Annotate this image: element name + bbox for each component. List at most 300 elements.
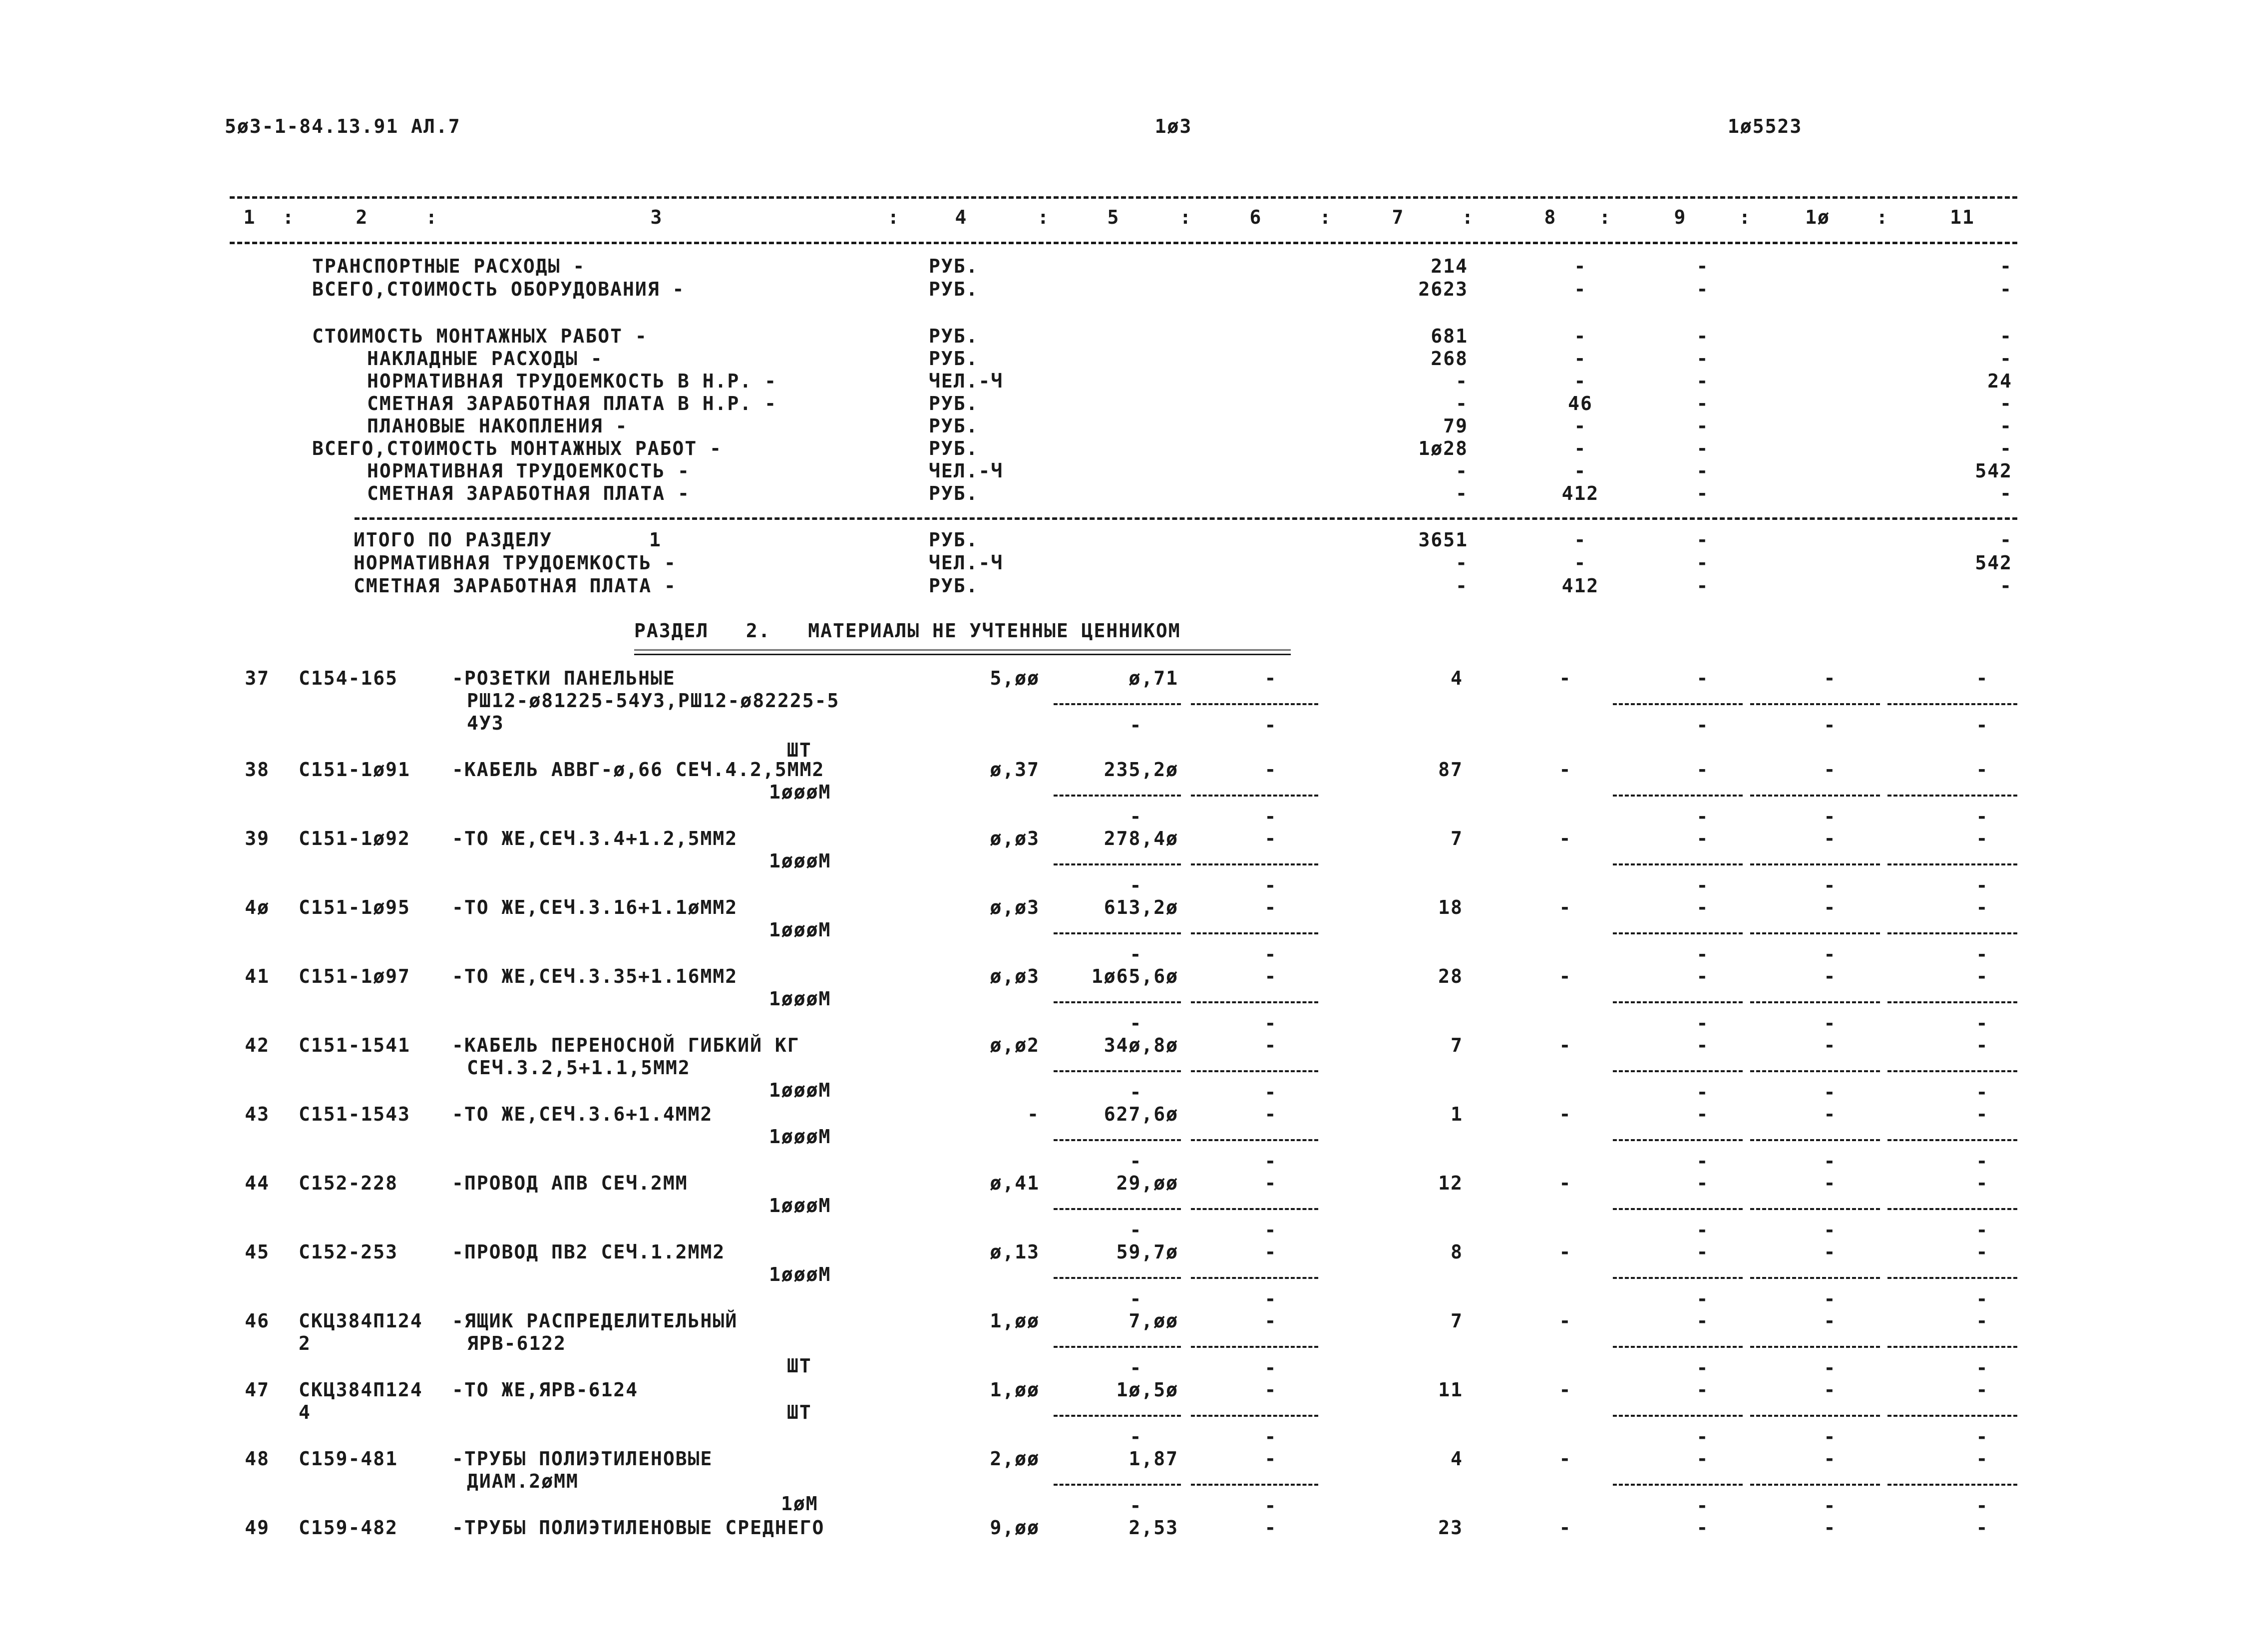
item-sub-rule	[1054, 1415, 1181, 1417]
item-sub-rule	[1750, 1001, 1880, 1003]
item-sub-rule	[1054, 863, 1181, 865]
totals-col7: 3651	[1418, 529, 1468, 551]
item-col10: -	[1824, 1448, 1837, 1470]
item-unit-price: 1,87	[1128, 1448, 1178, 1470]
item-col6: -	[1264, 827, 1277, 849]
item-col11: -	[1976, 827, 1989, 849]
item-description: -ТО ЖЕ,СЕЧ.3.4+1.2,5ММ2	[452, 827, 738, 849]
summary-divider-rule	[355, 517, 2017, 520]
item-sub-dash: -	[1976, 1081, 1989, 1103]
item-sub-dash: -	[1696, 874, 1709, 896]
item-sub-rule	[1613, 795, 1743, 797]
summary-col11: -	[2000, 393, 2012, 414]
item-col9: -	[1696, 965, 1709, 987]
item-col7: 4	[1451, 1448, 1463, 1470]
item-sub-dash: -	[1976, 874, 1989, 896]
item-sub-rule	[1613, 1277, 1743, 1279]
item-sub-dash: -	[1264, 714, 1277, 736]
summary-col11: 542	[1975, 460, 2012, 482]
item-col8: -	[1559, 896, 1572, 918]
item-col6: -	[1264, 1517, 1277, 1539]
item-quantity: ø,41	[990, 1172, 1040, 1194]
summary-label: НОРМАТИВНАЯ ТРУДОЕМКОСТЬ -	[367, 460, 690, 482]
item-sub-dash: -	[1696, 1081, 1709, 1103]
summary-unit: ЧЕЛ.-Ч	[929, 460, 1004, 482]
item-col7: 4	[1451, 667, 1463, 689]
summary-col8: -	[1574, 415, 1587, 437]
column-separator: :	[1599, 206, 1612, 228]
item-col6: -	[1264, 1034, 1277, 1056]
summary-label: ВСЕГО,СТОИМОСТЬ МОНТАЖНЫХ РАБОТ -	[312, 437, 722, 459]
item-sub-dash: -	[1129, 1357, 1142, 1379]
summary-col9: -	[1696, 393, 1709, 414]
item-sub-rule	[1750, 1208, 1880, 1210]
item-sub-dash: -	[1129, 1219, 1142, 1241]
item-unit: ШТ	[787, 739, 812, 761]
summary-col8: -	[1574, 325, 1587, 347]
totals-col9: -	[1696, 529, 1709, 551]
summary-unit: РУБ.	[929, 325, 979, 347]
item-sub-rule	[1191, 1415, 1318, 1417]
item-col8: -	[1559, 759, 1572, 781]
item-sub-rule	[1750, 863, 1880, 865]
item-number: 49	[245, 1517, 270, 1539]
item-description: -ПРОВОД ПВ2 СЕЧ.1.2ММ2	[452, 1241, 726, 1263]
item-sub-dash: -	[1976, 806, 1989, 827]
item-quantity: 9,øø	[990, 1517, 1040, 1539]
item-code: C151-1ø95	[299, 896, 410, 918]
item-col6: -	[1264, 1172, 1277, 1194]
item-code: C154-165	[299, 667, 398, 689]
item-number: 39	[245, 827, 270, 849]
item-unit: 1øøøМ	[769, 850, 831, 872]
item-sub-dash: -	[1976, 1357, 1989, 1379]
item-sub-rule	[1191, 1139, 1318, 1141]
summary-col7: -	[1456, 482, 1468, 504]
totals-col11: -	[2000, 529, 2012, 551]
summary-col7: -	[1456, 393, 1468, 414]
item-col7: 7	[1451, 1034, 1463, 1056]
item-number: 47	[245, 1379, 270, 1401]
item-unit: ШТ	[787, 1401, 812, 1423]
item-sub-dash: -	[1824, 1495, 1837, 1517]
item-sub-dash: -	[1696, 714, 1709, 736]
column-separator: :	[1179, 206, 1192, 228]
item-sub-dash: -	[1824, 1288, 1837, 1310]
item-col10: -	[1824, 667, 1837, 689]
item-sub-dash: -	[1129, 874, 1142, 896]
item-description: -ЯЩИК РАСПРЕДЕЛИТЕЛЬНЫЙ	[452, 1310, 738, 1332]
item-unit: 1øøøМ	[769, 1126, 831, 1148]
summary-label: СТОИМОСТЬ МОНТАЖНЫХ РАБОТ -	[312, 325, 648, 347]
item-description: РШ12-ø81225-54У3,РШ12-ø82225-5	[467, 690, 840, 712]
item-col9: -	[1696, 1379, 1709, 1401]
item-unit: 1øøøМ	[769, 781, 831, 803]
item-sub-dash: -	[1976, 1012, 1989, 1034]
summary-col7: 268	[1431, 348, 1468, 370]
item-sub-dash: -	[1696, 1357, 1709, 1379]
item-sub-rule	[1613, 1139, 1743, 1141]
item-sub-rule	[1613, 1415, 1743, 1417]
item-col11: -	[1976, 667, 1989, 689]
item-col9: -	[1696, 827, 1709, 849]
summary-col8: -	[1574, 370, 1587, 392]
summary-col8: 46	[1568, 393, 1593, 414]
item-number: 45	[245, 1241, 270, 1263]
item-description: -ПРОВОД АПВ СЕЧ.2ММ	[452, 1172, 688, 1194]
item-sub-rule	[1887, 1208, 2017, 1210]
item-sub-dash: -	[1264, 1495, 1277, 1517]
item-sub-rule	[1613, 703, 1743, 705]
item-sub-dash: -	[1696, 1012, 1709, 1034]
item-sub-rule	[1054, 932, 1181, 934]
item-number: 41	[245, 965, 270, 987]
item-sub-dash: -	[1824, 943, 1837, 965]
item-description: -ТО ЖЕ,СЕЧ.3.16+1.1øММ2	[452, 896, 738, 918]
summary-col8: -	[1574, 255, 1587, 277]
item-sub-dash: -	[1264, 1288, 1277, 1310]
totals-label: НОРМАТИВНАЯ ТРУДОЕМКОСТЬ -	[354, 552, 677, 574]
item-sub-dash: -	[1696, 1219, 1709, 1241]
totals-col11: -	[2000, 575, 2012, 597]
summary-col7: 681	[1431, 325, 1468, 347]
summary-col9: -	[1696, 415, 1709, 437]
item-sub-dash: -	[1129, 1150, 1142, 1172]
item-quantity: 5,øø	[990, 667, 1040, 689]
summary-col9: -	[1696, 278, 1709, 300]
item-number: 43	[245, 1103, 270, 1125]
item-col7: 1	[1451, 1103, 1463, 1125]
item-sub-rule	[1750, 1346, 1880, 1348]
summary-unit: РУБ.	[929, 415, 979, 437]
item-col10: -	[1824, 1034, 1837, 1056]
item-unit: 1øøøМ	[769, 1263, 831, 1285]
section-title: РАЗДЕЛ 2. МАТЕРИАЛЫ НЕ УЧТЕННЫЕ ЦЕННИКОМ	[634, 620, 1181, 642]
item-sub-dash: -	[1824, 1426, 1837, 1448]
item-quantity: -	[1027, 1103, 1040, 1125]
summary-unit: РУБ.	[929, 348, 979, 370]
item-col9: -	[1696, 1517, 1709, 1539]
summary-col7: 2623	[1418, 278, 1468, 300]
item-unit-price: 278,4ø	[1104, 827, 1178, 849]
totals-section: 1	[649, 529, 662, 551]
item-code: 4	[299, 1401, 311, 1423]
item-sub-rule	[1054, 795, 1181, 797]
item-col11: -	[1976, 759, 1989, 781]
column-separator: :	[887, 206, 900, 228]
item-number: 42	[245, 1034, 270, 1056]
item-col11: -	[1976, 896, 1989, 918]
summary-label: ТРАНСПОРТНЫЕ РАСХОДЫ -	[312, 255, 586, 277]
header-bottom-rule	[230, 242, 2017, 244]
summary-col7: 214	[1431, 255, 1468, 277]
item-sub-rule	[1613, 1346, 1743, 1348]
item-sub-dash: -	[1976, 1219, 1989, 1241]
item-sub-dash: -	[1264, 943, 1277, 965]
summary-col9: -	[1696, 348, 1709, 370]
item-sub-dash: -	[1824, 806, 1837, 827]
item-description: -ТО ЖЕ,СЕЧ.3.6+1.4ММ2	[452, 1103, 713, 1125]
item-sub-dash: -	[1264, 1357, 1277, 1379]
item-description: -РОЗЕТКИ ПАНЕЛЬНЫЕ	[452, 667, 676, 689]
item-col6: -	[1264, 1103, 1277, 1125]
totals-unit: ЧЕЛ.-Ч	[929, 552, 1004, 574]
item-unit-price: 7,øø	[1128, 1310, 1178, 1332]
item-sub-dash: -	[1976, 1495, 1989, 1517]
item-sub-rule	[1054, 703, 1181, 705]
item-sub-dash: -	[1824, 1081, 1837, 1103]
item-col7: 18	[1438, 896, 1463, 918]
item-unit: 1øøøМ	[769, 919, 831, 941]
item-col10: -	[1824, 896, 1837, 918]
summary-label: СМЕТНАЯ ЗАРАБОТНАЯ ПЛАТА В Н.Р. -	[367, 393, 777, 414]
item-code: СКЦ384П124	[299, 1310, 423, 1332]
item-sub-rule	[1191, 863, 1318, 865]
item-col7: 7	[1451, 1310, 1463, 1332]
item-col7: 23	[1438, 1517, 1463, 1539]
column-number: 1ø	[1805, 206, 1830, 228]
column-separator: :	[282, 206, 295, 228]
item-code: C152-228	[299, 1172, 398, 1194]
item-unit: 1øøøМ	[769, 1079, 831, 1101]
item-code: C151-1ø97	[299, 965, 410, 987]
item-unit-price: 2,53	[1128, 1517, 1178, 1539]
summary-col7: -	[1456, 370, 1468, 392]
item-col10: -	[1824, 1517, 1837, 1539]
item-col7: 7	[1451, 827, 1463, 849]
item-description: -ТО ЖЕ,ЯРВ-6124	[452, 1379, 639, 1401]
item-code: C151-1ø92	[299, 827, 410, 849]
summary-col8: -	[1574, 348, 1587, 370]
summary-col8: -	[1574, 437, 1587, 459]
summary-col7: 79	[1443, 415, 1468, 437]
item-sub-dash: -	[1264, 1150, 1277, 1172]
item-description: СЕЧ.3.2,5+1.1,5ММ2	[467, 1057, 691, 1079]
item-sub-rule	[1750, 1484, 1880, 1486]
item-col8: -	[1559, 1241, 1572, 1263]
item-unit-price: 1ø,5ø	[1116, 1379, 1178, 1401]
item-sub-dash: -	[1976, 1150, 1989, 1172]
item-sub-rule	[1191, 1208, 1318, 1210]
item-col7: 8	[1451, 1241, 1463, 1263]
totals-col11: 542	[1975, 552, 2012, 574]
item-col8: -	[1559, 667, 1572, 689]
summary-col7: -	[1456, 460, 1468, 482]
item-sub-rule	[1191, 1277, 1318, 1279]
item-sub-dash: -	[1129, 1288, 1142, 1310]
totals-col9: -	[1696, 575, 1709, 597]
item-sub-rule	[1054, 1070, 1181, 1072]
item-sub-rule	[1750, 1139, 1880, 1141]
item-code: C159-481	[299, 1448, 398, 1470]
item-sub-dash: -	[1129, 1426, 1142, 1448]
column-separator: :	[1739, 206, 1752, 228]
item-code: 2	[299, 1332, 311, 1354]
item-col8: -	[1559, 1448, 1572, 1470]
item-description: -ТРУБЫ ПОЛИЭТИЛЕНОВЫЕ	[452, 1448, 713, 1470]
summary-col11: -	[2000, 348, 2012, 370]
item-sub-dash: -	[1824, 874, 1837, 896]
item-sub-dash: -	[1696, 943, 1709, 965]
item-col6: -	[1264, 667, 1277, 689]
item-sub-rule	[1191, 703, 1318, 705]
summary-col9: -	[1696, 255, 1709, 277]
item-unit-price: 34ø,8ø	[1104, 1034, 1178, 1056]
item-quantity: 2,øø	[990, 1448, 1040, 1470]
item-sub-rule	[1191, 1001, 1318, 1003]
totals-col7: -	[1456, 575, 1468, 597]
item-sub-dash: -	[1129, 1012, 1142, 1034]
page-number: 1ø3	[1154, 115, 1192, 137]
column-number: 4	[955, 206, 968, 228]
summary-label: НОРМАТИВНАЯ ТРУДОЕМКОСТЬ В Н.Р. -	[367, 370, 777, 392]
totals-label: ИТОГО ПО РАЗДЕЛУ	[354, 529, 553, 551]
item-sub-dash: -	[1129, 943, 1142, 965]
summary-col9: -	[1696, 437, 1709, 459]
item-unit-price: 613,2ø	[1104, 896, 1178, 918]
item-col11: -	[1976, 1310, 1989, 1332]
item-sub-dash: -	[1129, 714, 1142, 736]
item-unit-price: 627,6ø	[1104, 1103, 1178, 1125]
item-description: -КАБЕЛЬ ПЕРЕНОСНОЙ ГИБКИЙ КГ	[452, 1034, 800, 1056]
item-number: 37	[245, 667, 270, 689]
item-col10: -	[1824, 965, 1837, 987]
item-col6: -	[1264, 1448, 1277, 1470]
item-col9: -	[1696, 667, 1709, 689]
item-sub-dash: -	[1264, 1219, 1277, 1241]
item-unit: 1øøøМ	[769, 1195, 831, 1217]
item-unit-price: 235,2ø	[1104, 759, 1178, 781]
item-sub-rule	[1054, 1277, 1181, 1279]
item-unit: ШТ	[787, 1355, 812, 1377]
totals-unit: РУБ.	[929, 529, 979, 551]
column-number: 1	[243, 206, 256, 228]
item-col11: -	[1976, 1379, 1989, 1401]
totals-col7: -	[1456, 552, 1468, 574]
item-col8: -	[1559, 1517, 1572, 1539]
item-quantity: 1,øø	[990, 1310, 1040, 1332]
item-unit: 1øМ	[781, 1493, 818, 1515]
item-description: -ТО ЖЕ,СЕЧ.3.35+1.16ММ2	[452, 965, 738, 987]
summary-label: СМЕТНАЯ ЗАРАБОТНАЯ ПЛАТА -	[367, 482, 690, 504]
item-sub-dash: -	[1696, 1288, 1709, 1310]
archive-number: 1ø5523	[1728, 115, 1803, 137]
item-col9: -	[1696, 1310, 1709, 1332]
item-number: 38	[245, 759, 270, 781]
item-sub-dash: -	[1824, 714, 1837, 736]
item-code: C152-253	[299, 1241, 398, 1263]
item-sub-dash: -	[1264, 874, 1277, 896]
item-description: -КАБЕЛЬ АВВГ-ø,66 СЕЧ.4.2,5ММ2	[452, 759, 825, 781]
item-col8: -	[1559, 965, 1572, 987]
item-col6: -	[1264, 1241, 1277, 1263]
column-number: 11	[1950, 206, 1975, 228]
item-number: 44	[245, 1172, 270, 1194]
item-col8: -	[1559, 1103, 1572, 1125]
item-col6: -	[1264, 1310, 1277, 1332]
column-separator: :	[1319, 206, 1332, 228]
item-col7: 12	[1438, 1172, 1463, 1194]
item-code: C151-1543	[299, 1103, 410, 1125]
totals-unit: РУБ.	[929, 575, 979, 597]
column-separator: :	[425, 206, 438, 228]
item-sub-rule	[1191, 932, 1318, 934]
item-col9: -	[1696, 1241, 1709, 1263]
totals-col8: -	[1574, 529, 1587, 551]
item-sub-dash: -	[1824, 1012, 1837, 1034]
item-sub-rule	[1887, 1139, 2017, 1141]
column-number: 2	[356, 206, 369, 228]
item-code: C151-1ø91	[299, 759, 410, 781]
summary-unit: РУБ.	[929, 255, 979, 277]
item-col10: -	[1824, 1172, 1837, 1194]
item-col7: 87	[1438, 759, 1463, 781]
item-sub-dash: -	[1696, 806, 1709, 827]
column-separator: :	[1037, 206, 1050, 228]
item-unit-price: 29,øø	[1116, 1172, 1178, 1194]
item-description: 4У3	[467, 712, 504, 734]
item-sub-rule	[1613, 1484, 1743, 1486]
item-code: C151-1541	[299, 1034, 410, 1056]
item-col9: -	[1696, 896, 1709, 918]
totals-label: СМЕТНАЯ ЗАРАБОТНАЯ ПЛАТА -	[354, 575, 677, 597]
item-col9: -	[1696, 1034, 1709, 1056]
item-col6: -	[1264, 896, 1277, 918]
item-col10: -	[1824, 1103, 1837, 1125]
column-number: 8	[1544, 206, 1557, 228]
summary-label: ПЛАНОВЫЕ НАКОПЛЕНИЯ -	[367, 415, 628, 437]
item-quantity: ø,ø3	[990, 827, 1040, 849]
item-sub-rule	[1887, 863, 2017, 865]
item-col6: -	[1264, 1379, 1277, 1401]
item-sub-dash: -	[1976, 1426, 1989, 1448]
item-sub-rule	[1887, 932, 2017, 934]
item-col11: -	[1976, 1034, 1989, 1056]
table-top-rule	[230, 196, 2017, 199]
item-sub-rule	[1750, 1070, 1880, 1072]
item-number: 4ø	[245, 896, 270, 918]
summary-col9: -	[1696, 325, 1709, 347]
item-description: ЯРВ-6122	[467, 1332, 567, 1354]
item-sub-rule	[1613, 1001, 1743, 1003]
item-sub-dash: -	[1824, 1150, 1837, 1172]
item-sub-rule	[1613, 1070, 1743, 1072]
item-sub-rule	[1750, 703, 1880, 705]
item-sub-dash: -	[1264, 1426, 1277, 1448]
item-col8: -	[1559, 1034, 1572, 1056]
item-col8: -	[1559, 1310, 1572, 1332]
item-sub-dash: -	[1129, 1081, 1142, 1103]
column-number: 3	[650, 206, 663, 228]
item-col11: -	[1976, 965, 1989, 987]
item-col11: -	[1976, 1103, 1989, 1125]
item-col10: -	[1824, 1310, 1837, 1332]
item-sub-dash: -	[1824, 1357, 1837, 1379]
item-col9: -	[1696, 1448, 1709, 1470]
item-col10: -	[1824, 1241, 1837, 1263]
summary-unit: РУБ.	[929, 278, 979, 300]
item-sub-rule	[1054, 1208, 1181, 1210]
item-sub-dash: -	[1264, 1081, 1277, 1103]
item-sub-rule	[1613, 863, 1743, 865]
item-col8: -	[1559, 827, 1572, 849]
summary-unit: РУБ.	[929, 437, 979, 459]
item-col11: -	[1976, 1172, 1989, 1194]
item-col6: -	[1264, 759, 1277, 781]
summary-unit: РУБ.	[929, 482, 979, 504]
item-col10: -	[1824, 1379, 1837, 1401]
summary-col11: -	[2000, 255, 2012, 277]
